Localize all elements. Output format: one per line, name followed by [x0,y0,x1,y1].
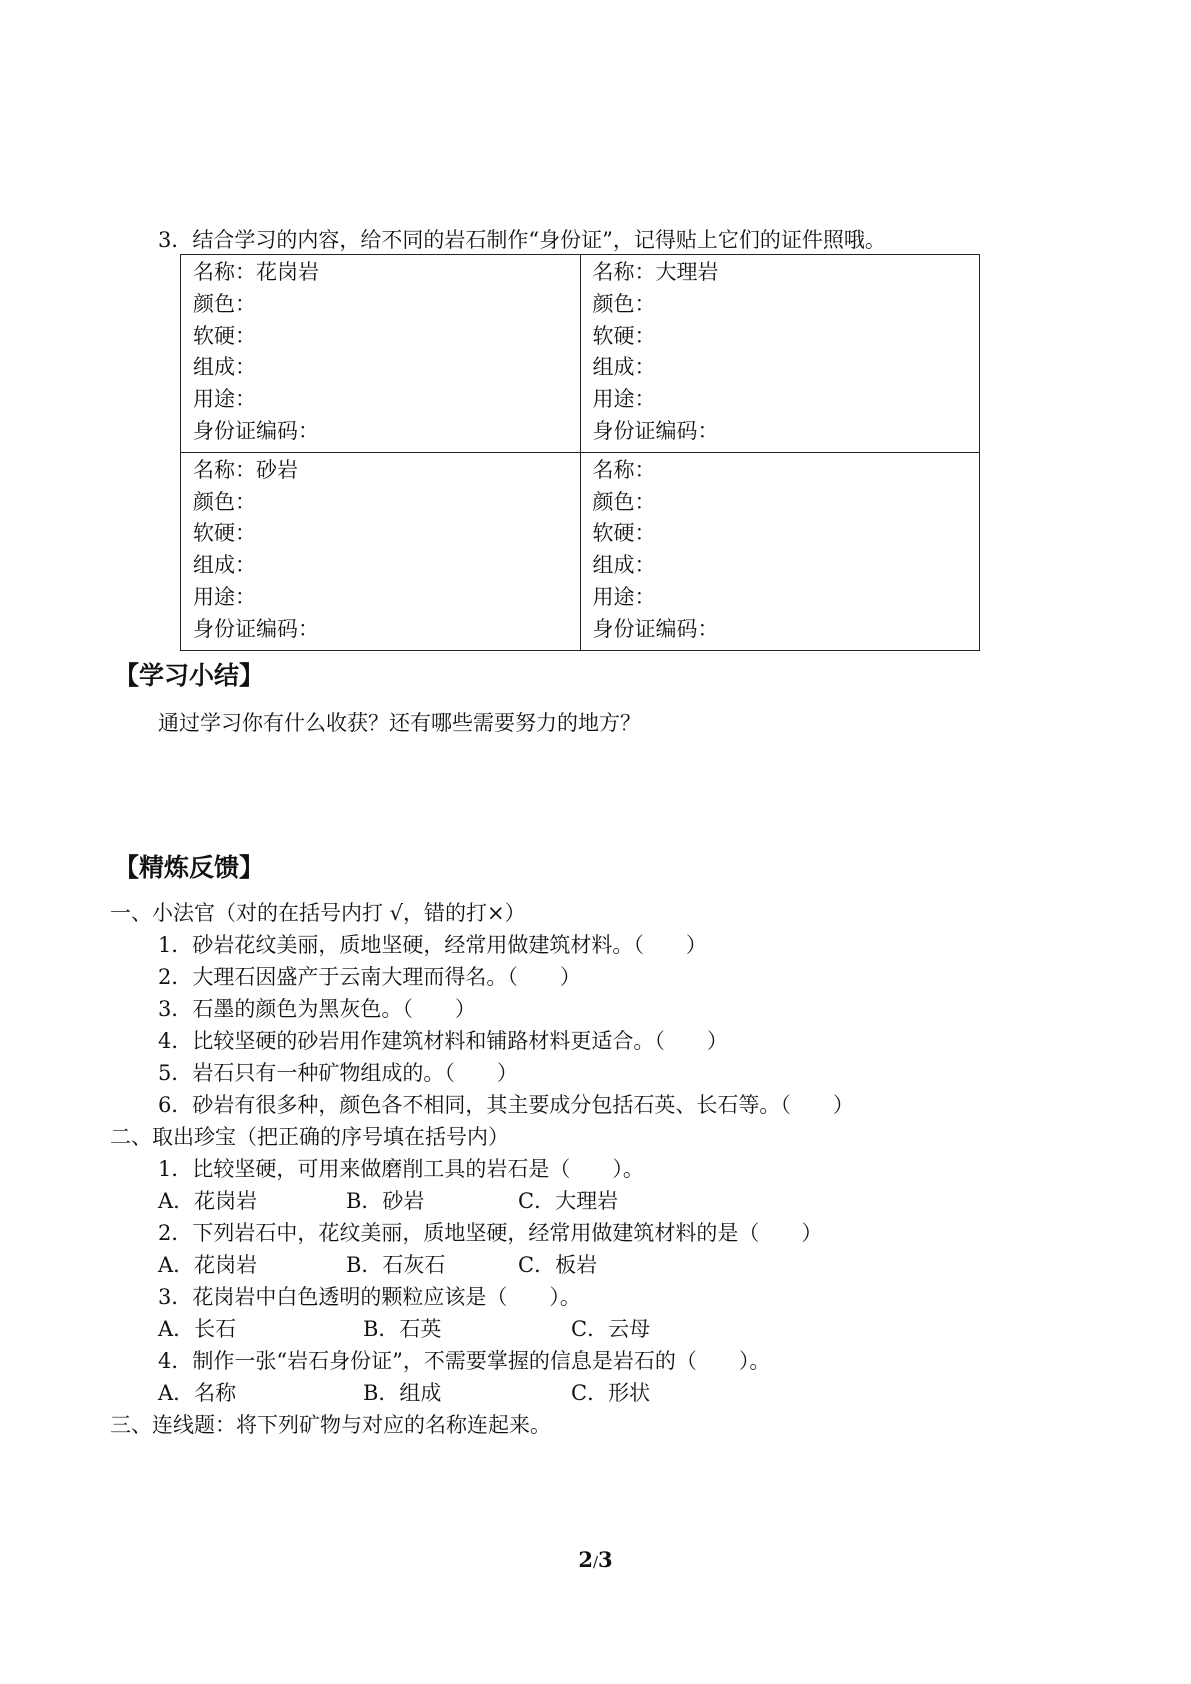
card-id-code: 身份证编码： [592,418,719,443]
card-id-code: 身份证编码： [592,616,719,641]
id-card-marble [580,255,980,453]
part1-item: 4．比较坚硬的砂岩用作建筑材料和铺路材料更适合。（ ） [158,1029,728,1053]
feedback-section-title: 【精炼反馈】 [114,853,265,882]
option-b: B．石英 [363,1317,442,1341]
question-3-intro: 3．结合学习的内容，给不同的岩石制作“身份证”，记得贴上它们的证件照哦。 [158,228,886,252]
rock-id-card-table [180,254,980,651]
part1-item: 2．大理石因盛产于云南大理而得名。（ ） [158,965,581,989]
part2-question-stem: 2．下列岩石中，花纹美丽，质地坚硬，经常用做建筑材料的是（ ） [158,1221,823,1245]
card-usage: 用途： [193,584,256,609]
card-color: 颜色： [193,489,256,514]
option-c: C．大理岩 [518,1189,619,1213]
part2-question-stem: 1．比较坚硬，可用来做磨削工具的岩石是（ ）。 [158,1157,644,1181]
card-name: 名称： [592,457,656,482]
part3-heading: 三、连线题：将下列矿物与对应的名称连起来。 [110,1413,551,1437]
part2-question-stem: 4．制作一张“岩石身份证”，不需要掌握的信息是岩石的（ ）。 [158,1349,771,1373]
card-composition: 组成： [592,355,656,380]
card-composition: 组成： [193,355,256,380]
page-separator: / [592,1553,599,1571]
id-card-sandstone [181,452,581,650]
card-hardness: 软硬： [193,521,256,546]
card-name: 名称：大理岩 [592,260,719,284]
part2-heading: 二、取出珍宝（把正确的序号填在括号内） [110,1125,509,1149]
card-color: 颜色： [193,291,256,316]
part1-item: 6．砂岩有很多种，颜色各不相同，其主要成分包括石英、长石等。（ ） [158,1093,854,1117]
part1-item: 3．石墨的颜色为黑灰色。（ ） [158,997,476,1021]
card-composition: 组成： [193,553,256,578]
option-c: C．云母 [571,1317,651,1341]
card-name: 名称：花岗岩 [193,260,319,284]
part2-options [158,1378,650,1408]
option-c: C．形状 [571,1381,651,1405]
card-composition: 组成： [592,553,656,578]
part2-options [158,1314,650,1344]
page-total: 3 [598,1547,613,1572]
card-usage: 用途： [592,584,656,609]
card-color: 颜色： [592,489,656,514]
card-id-code: 身份证编码： [193,418,319,443]
option-b: B．石灰石 [346,1253,446,1277]
card-hardness: 软硬： [592,521,656,546]
part2-options [158,1186,618,1216]
option-a: A．花岗岩 [158,1189,258,1213]
option-a: A．名称 [158,1381,237,1405]
card-hardness: 软硬： [592,323,656,348]
card-name: 名称：砂岩 [193,457,298,482]
card-hardness: 软硬： [193,323,256,348]
id-card-blank [580,452,980,650]
summary-section-title: 【学习小结】 [114,661,265,690]
card-usage: 用途： [193,387,256,412]
page-number [0,1547,1191,1572]
part2-question-stem: 3．花岗岩中白色透明的颗粒应该是（ ）。 [158,1285,581,1309]
option-b: B．组成 [363,1381,442,1405]
page-current: 2 [578,1547,593,1572]
part1-item: 5．岩石只有一种矿物组成的。（ ） [158,1061,518,1085]
part2-options [158,1250,597,1280]
id-card-granite [181,255,581,453]
card-color: 颜色： [592,291,656,316]
part1-heading: 一、小法官（对的在括号内打 √，错的打×） [110,901,526,925]
option-b: B．砂岩 [346,1189,425,1213]
part1-item: 1．砂岩花纹美丽，质地坚硬，经常用做建筑材料。（ ） [158,933,707,957]
option-c: C．板岩 [518,1253,598,1277]
option-a: A．花岗岩 [158,1253,258,1277]
card-id-code: 身份证编码： [193,616,319,641]
card-usage: 用途： [592,387,656,412]
summary-prompt: 通过学习你有什么收获？还有哪些需要努力的地方？ [158,711,641,735]
option-a: A．长石 [158,1317,237,1341]
